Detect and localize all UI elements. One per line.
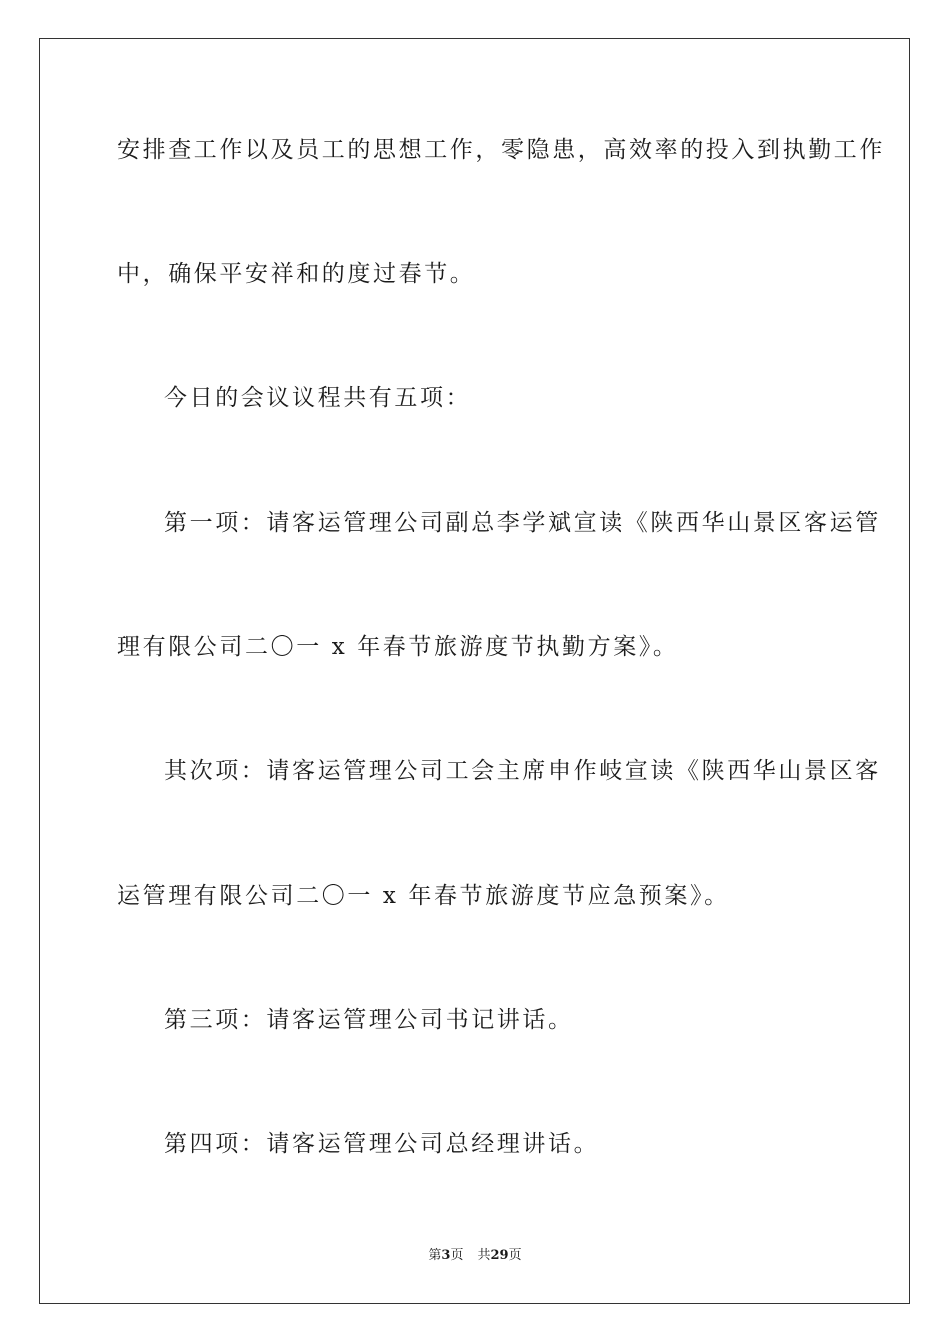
body-text-line-1: 安排查工作以及员工的思想工作，零隐患，高效率的投入到执勤工作	[117, 137, 885, 163]
footer-page-number: 3	[441, 1248, 451, 1263]
agenda-item-1-line-1: 第一项：请客运管理公司副总李学斌宣读《陕西华山景区客运管	[164, 510, 881, 536]
footer-total-suffix: 页	[508, 1248, 522, 1263]
page-border	[39, 38, 910, 1304]
agenda-item-1-line-2: 理有限公司二〇一 x 年春节旅游度节执勤方案》。	[117, 634, 679, 660]
footer-page-prefix: 第	[428, 1248, 442, 1263]
footer-total-prefix: 共	[477, 1248, 491, 1263]
footer-page-suffix: 页	[450, 1248, 464, 1263]
page-footer	[0, 1247, 950, 1265]
body-text-line-2: 中，确保平安祥和的度过春节。	[117, 261, 476, 287]
agenda-item-2-line-1: 其次项：请客运管理公司工会主席申作岐宣读《陕西华山景区客	[164, 758, 881, 784]
footer-total-pages: 29	[490, 1248, 509, 1263]
agenda-intro-line: 今日的会议议程共有五项：	[164, 385, 472, 411]
agenda-item-3-line: 第三项：请客运管理公司书记讲话。	[164, 1007, 574, 1033]
agenda-item-4-line: 第四项：请客运管理公司总经理讲话。	[164, 1131, 600, 1157]
agenda-item-2-line-2: 运管理有限公司二〇一 x 年春节旅游度节应急预案》。	[117, 883, 730, 909]
